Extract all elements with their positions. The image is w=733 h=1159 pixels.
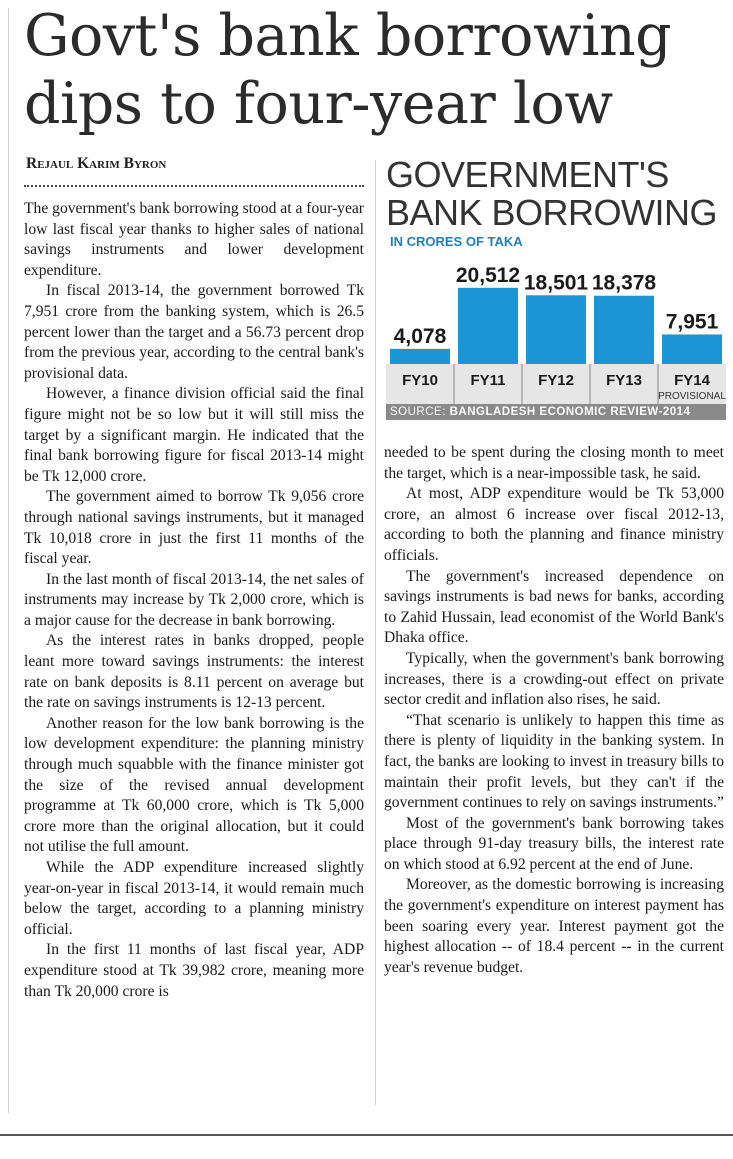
value-label-fy10: 4,078 xyxy=(393,324,447,348)
article-right-column xyxy=(384,443,724,978)
category-label-fy13: FY13 xyxy=(606,372,642,389)
chart-source-text: BANGLADESH ECONOMIC REVIEW-2014 xyxy=(449,406,691,418)
article-paragraph: As the interest rates in banks dropped, people leant more toward savings instruments: the interest rate on bank deposits is 8.11 percent on average but the rate on savings instruments is 12-13 percent. xyxy=(24,632,364,712)
category-label-fy11: FY11 xyxy=(470,372,506,389)
article-paragraph: needed to be spent during the closing month to meet the target, which is a near-impossible task, he said. xyxy=(384,444,724,482)
bank-borrowing-chart xyxy=(386,152,726,420)
value-label-fy13: 18,378 xyxy=(591,271,657,295)
value-label-fy11: 20,512 xyxy=(455,263,521,287)
article-paragraph: Typically, when the government's bank borrowing increases, there is a crowding-out effect on private sector credit and inflation also rises, he said. xyxy=(384,649,724,709)
bar-fy14 xyxy=(662,334,722,364)
bar-fy10 xyxy=(390,349,450,364)
chart-source-prefix: SOURCE: xyxy=(390,406,450,418)
category-label-fy12: FY12 xyxy=(538,372,574,389)
article-paragraph: Moreover, as the domestic borrowing is increasing the government's expenditure on interest payment has been soaring every year. Interest payment got the highest allocation -- of 18.4 percent -- in the current year's revenue budget. xyxy=(384,876,724,976)
chart-source xyxy=(386,404,726,420)
value-label-fy14: 7,951 xyxy=(665,310,719,334)
article-paragraph: In fiscal 2013-14, the government borrowed Tk 7,951 crore from the banking system, which is 26.5 percent lower than the target and a 56.73 percent drop from the previous year, according to the central bank's provisional data. xyxy=(24,282,364,382)
article-paragraph: The government's bank borrowing stood at a four-year low last fiscal year thanks to higher sales of national savings instruments and lower development expenditure. xyxy=(24,200,364,279)
column-gutter-rule xyxy=(375,160,376,1105)
article-paragraph: The government aimed to borrow Tk 9,056 crore through national savings instruments, but it managed Tk 10,018 crore in just the first 11 months of the fiscal year. xyxy=(24,488,364,568)
category-note-fy14: PROVISIONAL xyxy=(658,391,726,402)
article-paragraph: However, a finance division official said the final figure might not be so low but it will still miss the target by a significant margin. He indicated that the final bank borrowing figure for fiscal 2013-14 might be Tk 12,000 crore. xyxy=(24,385,364,485)
page-bottom-rule xyxy=(0,1134,733,1136)
headline xyxy=(24,2,724,138)
page-left-rule xyxy=(8,8,9,1113)
bar-fy11 xyxy=(458,288,518,364)
article-paragraph: The government's increased dependence on savings instruments is bad news for banks, according to Zahid Hussain, lead economist of the World Bank's Dhaka office. xyxy=(384,567,724,647)
article-paragraph: At most, ADP expenditure would be Tk 53,000 crore, an almost 6 increase over fiscal 2012-13, according to both the planning and finance ministry officials. xyxy=(384,485,724,564)
article-left-column xyxy=(24,199,364,1002)
byline: Rejaul Karim Byron xyxy=(26,155,167,172)
article-paragraph: “That scenario is unlikely to happen this time as there is plenty of liquidity in the banking system. In fact, the banks are looking to invest in treasury bills to maintain their profit levels, but they can't if the government continues to rely on savings instruments.” xyxy=(384,711,724,812)
category-label-fy14: FY14 xyxy=(674,372,710,389)
chart-title-line-1: GOVERNMENT'S xyxy=(386,154,669,195)
value-label-fy12: 18,501 xyxy=(523,271,589,295)
article-paragraph: In the first 11 months of last fiscal year, ADP expenditure stood at Tk 39,982 crore, meaning more than Tk 20,000 crore is xyxy=(24,941,364,1000)
headline-line-1: Govt's bank borrowing xyxy=(24,3,672,69)
byline-dotted-rule xyxy=(24,185,364,187)
bar-fy12 xyxy=(526,295,586,364)
chart-title-line-2: BANK BORROWING xyxy=(386,192,718,233)
chart-plot xyxy=(386,152,726,404)
article-paragraph: Another reason for the low bank borrowing is the low development expenditure: the planning ministry through much squabble with the finance minister got the size of the revised annual development programme at Tk 60,000 crore, which is Tk 5,000 crore more than the original allocation, but it could not utilise the full amount. xyxy=(24,714,364,856)
bar-fy13 xyxy=(594,296,654,364)
article-paragraph: Most of the government's bank borrowing takes place through 91-day treasury bills, the interest rate on which stood at 6.92 percent at the end of June. xyxy=(384,814,724,873)
chart-subtitle: IN CRORES OF TAKA xyxy=(390,234,523,249)
category-label-fy10: FY10 xyxy=(402,372,438,389)
article-paragraph: While the ADP expenditure increased slightly year-on-year in fiscal 2013-14, it would remain much below the target, according to a planning ministry official. xyxy=(24,859,364,938)
headline-line-2: dips to four-year low xyxy=(24,71,613,137)
article-paragraph: In the last month of fiscal 2013-14, the net sales of instruments may increase by Tk 2,000 crore, which is a major cause for the decrease in bank borrowing. xyxy=(24,570,364,629)
